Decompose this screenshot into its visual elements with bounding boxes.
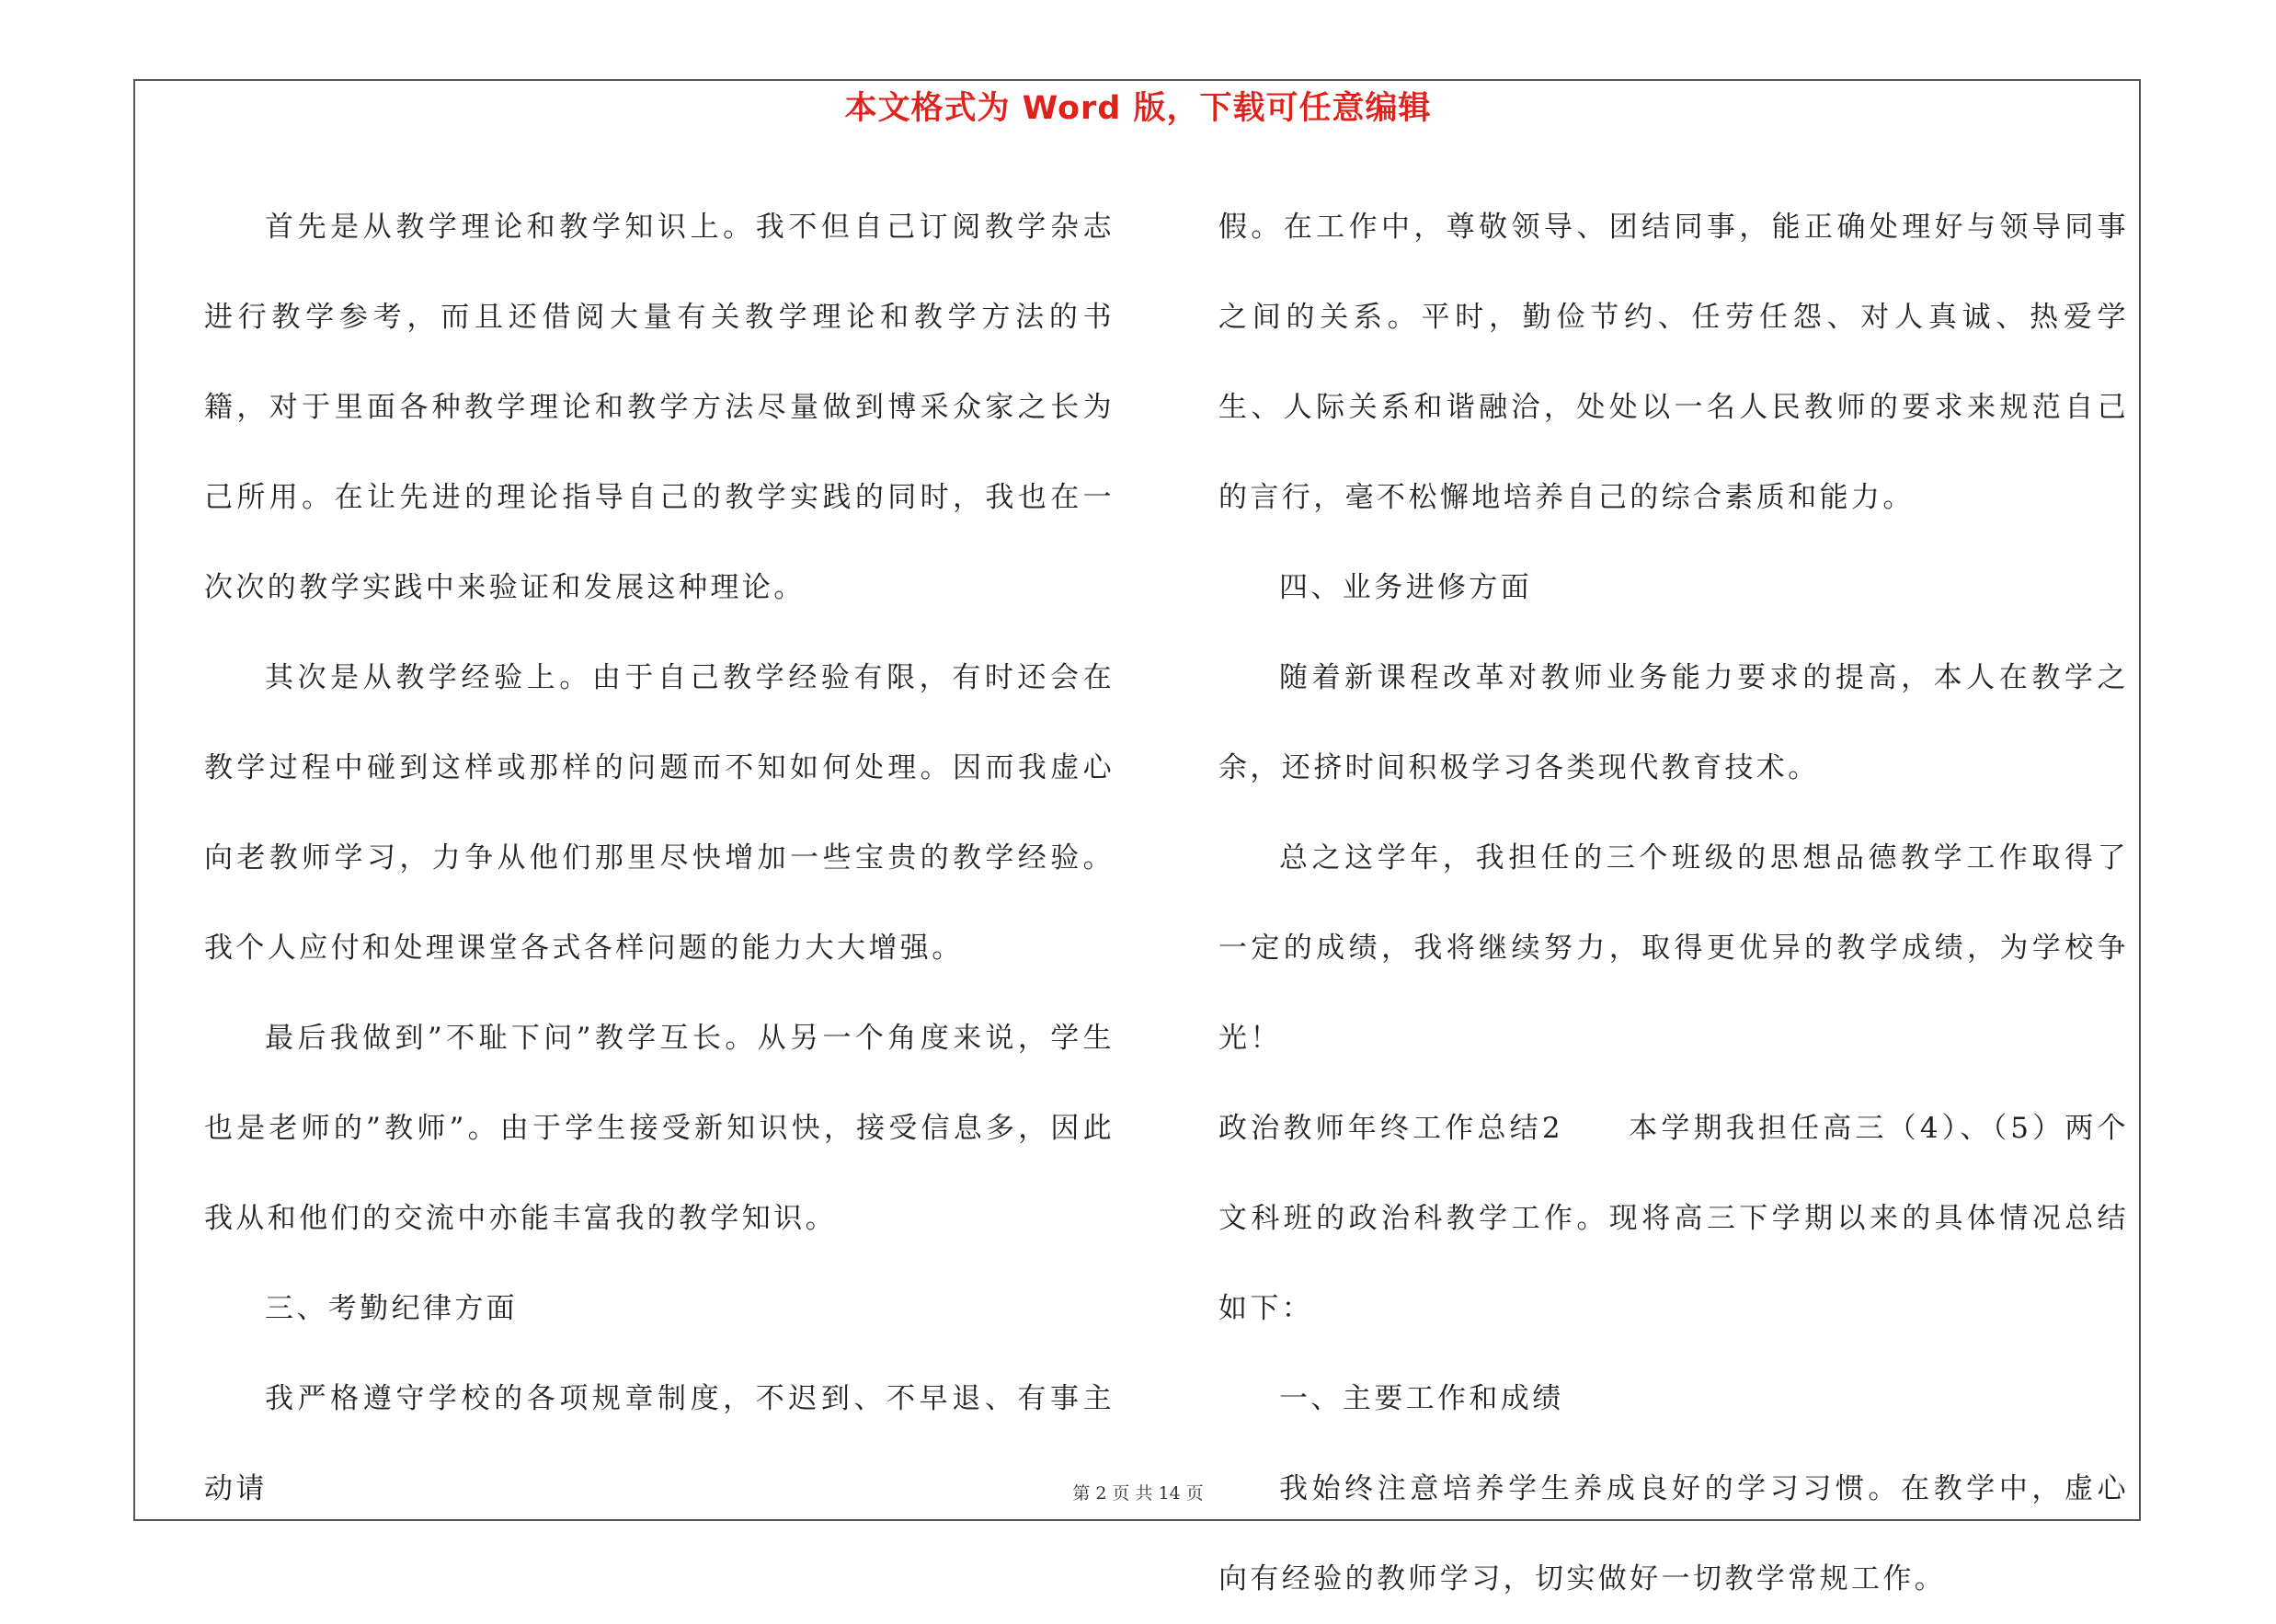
section-heading: 三、考勤纪律方面 [265, 1292, 519, 1325]
page-footer [0, 1482, 2276, 1504]
paragraph: 最后我做到”不耻下问”教学互长。从另一个角度来说，学生也是老师的”教师”。由于学生接受新知识快，接受信息多，因此我从和他们的交流中亦能丰富我的教学知识。 [204, 1022, 1115, 1235]
left-column [204, 182, 1115, 1534]
footer-mid: 页 共 [1112, 1483, 1153, 1504]
paragraph: 首先是从教学理论和教学知识上。我不但自己订阅教学杂志进行教学参考，而且还借阅大量有关教学理论和教学方法的书籍，对于里面各种教学理论和教学方法尽量做到博采众家之长为己所用。在让先进的理论指导自己的教学实践的同时，我也在一次次的教学实践中来验证和发展这种理论。 [204, 211, 1115, 604]
total-pages: 14 [1158, 1483, 1181, 1504]
paragraph: 总之这学年，我担任的三个班级的思想品德教学工作取得了一定的成绩，我将继续努力，取得更优异的教学成绩，为学校争光！ [1218, 841, 2129, 1055]
paragraph: 其次是从教学经验上。由于自己教学经验有限，有时还会在教学过程中碰到这样或那样的问题而不知如何处理。因而我虚心向老教师学习，力争从他们那里尽快增加一些宝贵的教学经验。我个人应付和处理课堂各式各样问题的能力大大增强。 [204, 661, 1115, 965]
paragraph: 假。在工作中，尊敬领导、团结同事，能正确处理好与领导同事之间的关系。平时，勤俭节约、任劳任怨、对人真诚、热爱学生、人际关系和谐融洽，处处以一名人民教师的要求来规范自己的言行，毫不松懈地培养自己的综合素质和能力。 [1218, 211, 2129, 514]
paragraph: 随着新课程改革对教师业务能力要求的提高，本人在教学之余，还挤时间积极学习各类现代教育技术。 [1218, 661, 2129, 784]
current-page-number: 2 [1095, 1483, 1107, 1504]
section-heading: 一、主要工作和成绩 [1279, 1382, 1564, 1415]
format-notice: 本文格式为 Word 版，下载可任意编辑 [844, 90, 1432, 127]
footer-suffix: 页 [1185, 1483, 1204, 1504]
paragraph: 政治教师年终工作总结2 本学期我担任高三（4）、（5）两个文科班的政治科教学工作。现将高三下学期以来的具体情况总结如下： [1218, 1112, 2129, 1325]
section-heading: 四、业务进修方面 [1279, 571, 1533, 604]
paragraph: 我严格遵守学校的各项规章制度，不迟到、不早退、有事主动请 [204, 1382, 1115, 1505]
right-column [1218, 182, 2129, 1624]
footer-prefix: 第 [1072, 1483, 1091, 1504]
paragraph: 我始终注意培养学生养成良好的学习习惯。在教学中，虚心向有经验的教师学习，切实做好一切教学常规工作。 [1218, 1472, 2129, 1595]
